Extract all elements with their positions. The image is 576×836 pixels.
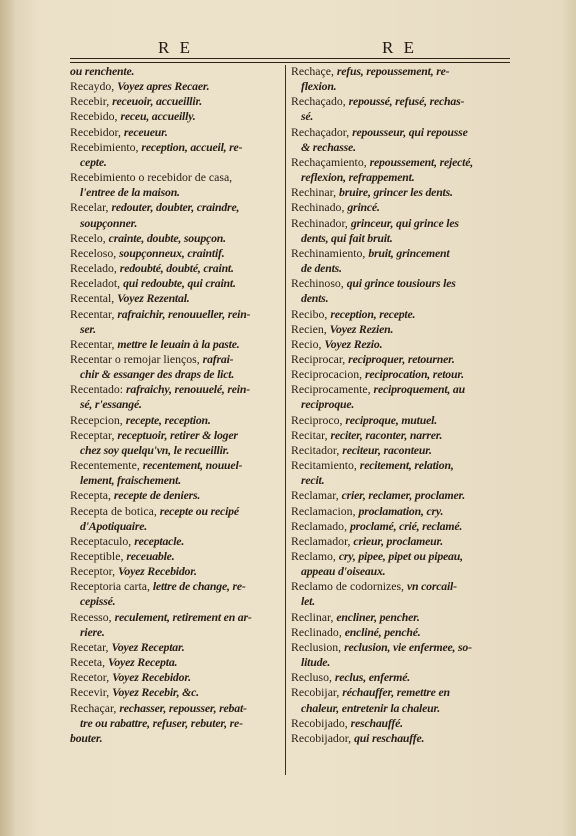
entry-headword: Recelado, <box>70 261 120 276</box>
entry-definition: rafrai- <box>202 351 234 366</box>
entry-headword: Recio, <box>291 336 325 351</box>
entry-definition: repoussé, refusé, rechas- <box>348 94 465 109</box>
entry-continuation: cepissé. <box>80 594 116 609</box>
entry-definition: crier, reclamer, proclamer. <box>341 488 465 503</box>
entry-definition: rafraichir, renouueller, rein- <box>117 306 251 321</box>
entry-definition: redouter, doubter, craindre, <box>111 200 240 215</box>
entry-definition: ou renchente. <box>70 64 135 78</box>
header-left: R E <box>158 38 193 57</box>
entry-continuation: de dents. <box>301 261 342 276</box>
entry-headword: Recetar, <box>70 639 112 654</box>
entry-continuation: let. <box>301 594 315 609</box>
dictionary-entry <box>291 685 509 715</box>
entry-definition: redoubté, doubté, craint. <box>119 261 234 276</box>
dictionary-entry <box>291 382 509 412</box>
entry-headword: Recluso, <box>291 670 335 685</box>
entry-headword: Recien, <box>291 321 330 336</box>
entry-headword: Recentar, <box>70 306 118 321</box>
dictionary-entry <box>291 549 509 579</box>
dictionary-entry <box>70 534 280 549</box>
page-gutter-edge <box>0 0 14 836</box>
entry-definition: reclus, enfermé. <box>334 670 411 685</box>
dictionary-entry <box>291 413 509 428</box>
dictionary-entry <box>70 701 280 731</box>
entry-continuation: flexion. <box>301 79 337 94</box>
entry-headword: Recobijador, <box>291 730 355 745</box>
header-rule-thin <box>70 62 510 63</box>
entry-continuation: dents. <box>301 291 329 306</box>
dictionary-entry <box>70 125 280 140</box>
dictionary-entry <box>70 64 280 79</box>
entry-headword: Receloso, <box>70 245 120 260</box>
dictionary-entry <box>70 610 280 640</box>
entry-headword: Reclamacion, <box>291 503 359 518</box>
entry-headword: Recebir, <box>70 94 113 109</box>
dictionary-entry <box>70 352 280 382</box>
entry-definition: recepte de deniers. <box>113 488 201 503</box>
entry-headword: Rechaçamiento, <box>291 154 370 169</box>
dictionary-entry <box>70 200 280 230</box>
dictionary-entry <box>70 458 280 488</box>
entry-headword: Recobijado, <box>291 715 351 730</box>
entry-headword: Recaydo, <box>70 79 118 94</box>
entry-definition: recepte, reception. <box>125 412 211 427</box>
entry-definition: Voyez Receptar. <box>111 639 185 654</box>
entry-definition: reception, recepte. <box>330 306 416 321</box>
entry-headword: Reciprocar, <box>291 351 349 366</box>
dictionary-entry <box>291 579 509 609</box>
entry-definition: reschauffé. <box>350 715 403 730</box>
dictionary-entry <box>70 428 280 458</box>
entry-headword: Recepta de botica, <box>70 503 160 518</box>
entry-headword: Recebimiento, <box>70 139 142 154</box>
column-divider <box>285 65 286 775</box>
entry-continuation: reciproque. <box>301 397 355 412</box>
entry-headword: Recentemente, <box>70 458 143 473</box>
dictionary-entry <box>70 579 280 609</box>
entry-definition: reculement, retirement en ar- <box>114 609 252 624</box>
entry-definition: mettre le leuain à la paste. <box>117 336 240 351</box>
dictionary-entry <box>291 155 509 185</box>
entry-continuation: l'entree de la maison. <box>80 185 180 200</box>
entry-headword: Recebido, <box>70 109 121 124</box>
entry-definition: receuoir, accueillir. <box>112 94 202 109</box>
entry-definition: encliner, pencher. <box>336 609 420 624</box>
entry-definition: encliné, penché. <box>344 624 421 639</box>
entry-definition: recitement, relation, <box>359 458 454 473</box>
entry-headword: Reclamo, <box>291 549 339 563</box>
header-rule <box>70 58 510 59</box>
entry-definition: receueur. <box>123 124 168 139</box>
entry-continuation: & rechasse. <box>301 139 356 154</box>
dictionary-entry <box>70 276 280 291</box>
entry-definition: recentement, nouuel- <box>142 458 243 473</box>
entry-headword: Recitamiento, <box>291 458 360 473</box>
entry-continuation: reflexion, refrappement. <box>301 170 415 185</box>
entry-headword: Reclamar, <box>291 488 342 503</box>
dictionary-entry <box>291 534 509 549</box>
entry-continuation: chez soy quelqu'vn, le recueillir. <box>80 442 230 457</box>
entry-definition: Voyez Recepta. <box>108 655 178 670</box>
entry-headword: Receptible, <box>70 549 127 563</box>
entry-headword: Receptoria carta, <box>70 579 153 594</box>
entry-definition: Voyez Rezien. <box>329 321 394 336</box>
dictionary-entry <box>291 519 509 534</box>
dictionary-entry <box>70 140 280 170</box>
entry-definition: Voyez Recebir, &c. <box>112 685 199 700</box>
dictionary-entry <box>70 731 280 746</box>
dictionary-entry <box>70 655 280 670</box>
entry-definition: Voyez Rezio. <box>324 336 383 351</box>
dictionary-entry <box>70 109 280 124</box>
dictionary-entry <box>70 504 280 534</box>
entry-headword: Recesso, <box>70 609 115 624</box>
entry-definition: réchauffer, remettre en <box>342 685 450 700</box>
dictionary-entry <box>291 625 509 640</box>
dictionary-entry <box>291 276 509 306</box>
entry-headword: Recentado: <box>70 382 127 397</box>
entry-headword: Recepta, <box>70 488 114 503</box>
entry-definition: crieur, proclameur. <box>353 533 444 548</box>
entry-continuation: tre ou rabattre, refuser, rebuter, re- <box>80 715 243 730</box>
dictionary-entry <box>70 307 280 337</box>
running-header <box>70 38 510 56</box>
dictionary-entry <box>70 413 280 428</box>
dictionary-entry <box>291 337 509 352</box>
dictionary-entry <box>291 352 509 367</box>
entry-definition: proclamation, cry. <box>358 503 444 518</box>
dictionary-entry <box>70 685 280 700</box>
entry-headword: Rechaçador, <box>291 124 353 139</box>
dictionary-entry <box>291 458 509 488</box>
entry-headword: Rechinamiento, <box>291 245 369 260</box>
dictionary-entry <box>70 79 280 94</box>
dictionary-entry <box>291 125 509 155</box>
dictionary-entry <box>291 367 509 382</box>
entry-continuation: riere. <box>80 624 105 639</box>
dictionary-entry <box>291 216 509 246</box>
entry-headword: Reclamador, <box>291 533 354 548</box>
entry-definition: Voyez Rezental. <box>117 291 190 306</box>
entry-definition: soupçonneux, craintif. <box>119 245 225 260</box>
entry-headword: Recobijar, <box>291 685 343 700</box>
entry-definition: rechasser, repousser, rebat- <box>119 700 247 715</box>
entry-definition: reception, accueil, re- <box>141 139 243 154</box>
entry-definition: Voyez Recebidor. <box>112 670 191 685</box>
dictionary-entry <box>291 670 509 685</box>
entry-headword: Reciproco, <box>291 412 346 427</box>
entry-definition: Voyez apres Recaer. <box>117 79 210 94</box>
dictionary-entry <box>70 337 280 352</box>
entry-continuation: d'Apotiquaire. <box>80 518 148 533</box>
right-column <box>291 64 509 746</box>
entry-definition: cry, pipee, pipet ou pipeau, <box>338 549 463 563</box>
entry-headword: Reclamo de codornizes, <box>291 579 407 594</box>
dictionary-entry <box>291 200 509 215</box>
dictionary-entry <box>291 731 509 746</box>
entry-headword: Reclamado, <box>291 518 350 533</box>
entry-headword: Recentar o remojar lienços, <box>70 351 203 366</box>
dictionary-entry <box>291 307 509 322</box>
dictionary-entry <box>70 670 280 685</box>
entry-definition: receu, accueilly. <box>120 109 196 124</box>
entry-continuation: appeau d'oiseaux. <box>301 564 386 579</box>
entry-definition: qui grince tousiours les <box>346 276 456 291</box>
entry-headword: Reclinar, <box>291 609 337 624</box>
dictionary-entry <box>70 564 280 579</box>
entry-definition: qui redoubte, qui craint. <box>123 276 236 291</box>
entry-headword: Reclusion, <box>291 639 345 654</box>
entry-headword: Recebidor, <box>70 124 124 139</box>
entry-definition: reciprocation, retour. <box>365 367 464 382</box>
entry-definition: repousseur, qui repousse <box>352 124 468 139</box>
entry-headword: Recitador, <box>291 442 343 457</box>
entry-definition: reciproquer, retourner. <box>348 351 455 366</box>
entry-continuation: ser. <box>80 321 96 336</box>
entry-continuation: chaleur, entretenir la chaleur. <box>301 700 440 715</box>
entry-continuation: cepte. <box>80 154 107 169</box>
entry-headword: Recebimiento o recebidor de casa, <box>70 170 233 185</box>
entry-headword: Rechinado, <box>291 200 348 215</box>
entry-headword: Recental, <box>70 291 118 306</box>
dictionary-entry <box>70 291 280 306</box>
entry-headword: Receptaculo, <box>70 533 135 548</box>
entry-headword: Receta, <box>70 655 108 670</box>
entry-headword: Recentar, <box>70 336 118 351</box>
entry-definition: grinceur, qui grince les <box>350 215 459 230</box>
entry-definition: receptacle. <box>134 533 185 548</box>
entry-headword: Receptor, <box>70 564 119 579</box>
dictionary-entry <box>70 382 280 412</box>
entry-headword: Recevir, <box>70 685 113 700</box>
entry-definition: reciproquement, au <box>373 382 465 397</box>
left-column <box>70 64 280 746</box>
entry-definition: lettre de change, re- <box>152 579 246 594</box>
entry-headword: Recepcion, <box>70 412 126 427</box>
entry-headword: Recelo, <box>70 230 109 245</box>
entry-definition: receuable. <box>126 549 175 563</box>
entry-definition: crainte, doubte, soupçon. <box>108 230 226 245</box>
entry-continuation: sé, r'essangé. <box>80 397 142 412</box>
dictionary-entry <box>70 261 280 276</box>
entry-continuation: sé. <box>301 109 314 124</box>
entry-definition: reciteur, raconteur. <box>342 442 432 457</box>
dictionary-entry <box>70 231 280 246</box>
dictionary-entry <box>291 185 509 200</box>
dictionary-entry <box>291 610 509 625</box>
dictionary-entry <box>70 170 280 200</box>
entry-definition: recepte ou recipé <box>159 503 239 518</box>
dictionary-entry <box>70 246 280 261</box>
dictionary-entry <box>291 504 509 519</box>
entry-continuation: soupçonner. <box>80 215 138 230</box>
entry-headword: Reclinado, <box>291 624 345 639</box>
entry-definition: refus, repoussement, re- <box>336 64 450 78</box>
entry-definition: reclusion, vie enfermee, so- <box>344 639 472 654</box>
entry-headword: Rechinoso, <box>291 276 347 291</box>
entry-definition: reciproque, mutuel. <box>345 412 437 427</box>
entry-continuation: dents, qui fait bruit. <box>301 230 393 245</box>
entry-definition: qui reschauffe. <box>354 730 425 745</box>
entry-definition: vn corcail- <box>406 579 457 594</box>
entry-definition: rafraichy, renouuelé, rein- <box>126 382 250 397</box>
dictionary-entry <box>291 716 509 731</box>
dictionary-entry <box>70 549 280 564</box>
entry-definition: bouter. <box>70 730 103 745</box>
dictionary-entry <box>291 443 509 458</box>
entry-definition: proclamé, crié, reclamé. <box>349 518 463 533</box>
entry-headword: Rechaçado, <box>291 94 349 109</box>
entry-headword: Rechinador, <box>291 215 351 230</box>
entry-headword: Rechaçe, <box>291 64 337 78</box>
dictionary-entry <box>70 640 280 655</box>
dictionary-entry <box>291 64 509 94</box>
entry-headword: Recitar, <box>291 427 331 442</box>
entry-continuation: chir & essanger des draps de lict. <box>80 367 235 382</box>
entry-headword: Recetor, <box>70 670 113 685</box>
entry-headword: Recelar, <box>70 200 112 215</box>
entry-continuation: recit. <box>301 473 325 488</box>
dictionary-entry <box>291 428 509 443</box>
entry-headword: Reciprocacion, <box>291 367 366 382</box>
entry-definition: grincé. <box>347 200 380 215</box>
entry-headword: Reciprocamente, <box>291 382 374 397</box>
entry-headword: Recibo, <box>291 306 331 321</box>
entry-headword: Receladot, <box>70 276 124 291</box>
dictionary-entry <box>70 488 280 503</box>
entry-continuation: lement, fraischement. <box>80 473 181 488</box>
entry-definition: bruit, grincement <box>368 245 450 260</box>
dictionary-entry <box>291 322 509 337</box>
dictionary-entry <box>291 246 509 276</box>
entry-definition: Voyez Recebidor. <box>118 564 197 579</box>
entry-definition: repoussement, rejecté, <box>369 154 474 169</box>
dictionary-entry <box>70 94 280 109</box>
entry-headword: Receptar, <box>70 427 118 442</box>
header-right: R E <box>382 38 417 57</box>
dictionary-entry <box>291 488 509 503</box>
entry-definition: receptuoir, retirer & loger <box>117 427 238 442</box>
entry-definition: bruire, grincer les dents. <box>339 185 453 200</box>
dictionary-entry <box>291 640 509 670</box>
entry-definition: reciter, raconter, narrer. <box>330 427 443 442</box>
entry-headword: Rechaçar, <box>70 700 120 715</box>
entry-continuation: litude. <box>301 655 331 670</box>
entry-headword: Rechinar, <box>291 185 340 200</box>
dictionary-entry <box>291 94 509 124</box>
